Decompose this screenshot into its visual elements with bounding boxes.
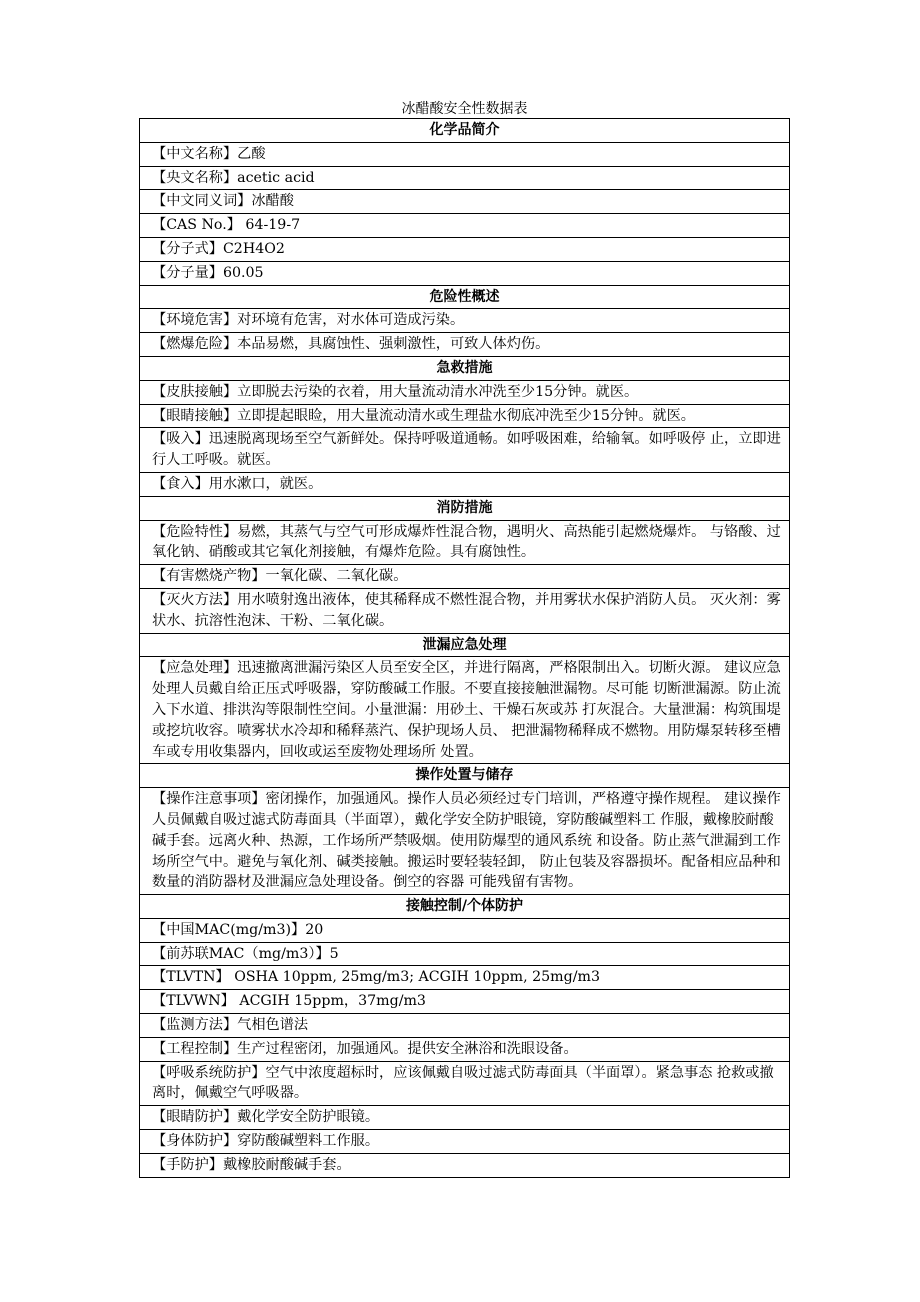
row-synonym: 【中文同义词】冰醋酸	[140, 190, 790, 214]
table-row	[140, 472, 790, 496]
section-header-first-aid	[140, 356, 790, 380]
table-row	[140, 428, 790, 473]
section-heading: 接触控制/个体防护	[140, 895, 790, 919]
row-formula: 【分子式】C2H4O2	[140, 237, 790, 261]
section-header-spill-response	[140, 633, 790, 657]
table-row	[140, 214, 790, 238]
table-row	[140, 565, 790, 589]
row-hazard-characteristics: 【危险特性】易燃，其蒸气与空气可形成爆炸性混合物，遇明火、高热能引起燃烧爆炸。 与铬酸、过氧化钠、硝酸或其它氧化剂接触，有爆炸危险。具有腐蚀性。	[140, 520, 790, 565]
safety-data-table	[139, 118, 790, 1178]
row-explosion-hazard: 【燃爆危险】本品易燃，具腐蚀性、强刺激性，可致人体灼伤。	[140, 333, 790, 357]
row-tlvtn: 【TLVTN】 OSHA 10ppm, 25mg/m3; ACGIH 10ppm, 25mg/m3	[140, 966, 790, 990]
row-english-name: 【央文名称】acetic acid	[140, 166, 790, 190]
table-row	[140, 942, 790, 966]
table-row	[140, 788, 790, 895]
table-row	[140, 309, 790, 333]
row-molecular-weight: 【分子量】60.05	[140, 261, 790, 285]
row-tlvwn: 【TLVWN】 ACGIH 15ppm，37mg/m3	[140, 990, 790, 1014]
row-body-protection: 【身体防护】穿防酸碱塑料工作服。	[140, 1130, 790, 1154]
section-heading: 泄漏应急处理	[140, 633, 790, 657]
row-handling-precautions: 【操作注意事项】密闭操作，加强通风。操作人员必须经过专门培训，严格遵守操作规程。 建议操作人员佩戴自吸过滤式防毒面具（半面罩），戴化学安全防护眼镜，穿防酸碱塑料工 作服，戴橡胶耐酸碱手套。远离火种、热源，工作场所严禁吸烟。使用防爆型的通风系统 和设备。防止蒸气泄漏到工作场所空气中。避免与氧化剂、碱类接触。搬运时要轻装轻卸， 防止包装及容器损坏。配备相应品种和数量的消防器材及泄漏应急处理设备。倒空的容器 可能残留有害物。	[140, 788, 790, 895]
table-row	[140, 142, 790, 166]
table-row	[140, 333, 790, 357]
table-row	[140, 918, 790, 942]
row-extinguishing-method: 【灭火方法】用水喷射逸出液体，使其稀释成不燃性混合物，并用雾状水保护消防人员。 灭火剂：雾状水、抗溶性泡沫、干粉、二氧化碳。	[140, 588, 790, 633]
table-row	[140, 261, 790, 285]
section-header-firefighting	[140, 496, 790, 520]
section-header-handling-storage	[140, 764, 790, 788]
section-header-intro	[140, 119, 790, 143]
table-row	[140, 990, 790, 1014]
row-respiratory-protection: 【呼吸系统防护】空气中浓度超标时，应该佩戴自吸过滤式防毒面具（半面罩）。紧急事态 抢救或撤离时，佩戴空气呼吸器。	[140, 1061, 790, 1106]
section-header-exposure-controls	[140, 895, 790, 919]
table-row	[140, 1014, 790, 1038]
row-ussr-mac: 【前苏联MAC（mg/m3）】5	[140, 942, 790, 966]
document-title: 冰醋酸安全性数据表	[401, 101, 528, 117]
table-row	[140, 588, 790, 633]
row-eye-contact: 【眼睛接触】立即提起眼睑，用大量流动清水或生理盐水彻底冲洗至少15分钟。就医。	[140, 404, 790, 428]
row-inhalation: 【吸入】迅速脱离现场至空气新鲜处。保持呼吸道通畅。如呼吸困难，给输氧。如呼吸停 止，立即进行人工呼吸。就医。	[140, 428, 790, 473]
row-environmental-hazard: 【环境危害】对环境有危害，对水体可造成污染。	[140, 309, 790, 333]
table-row	[140, 657, 790, 764]
table-row	[140, 520, 790, 565]
table-row	[140, 1106, 790, 1130]
row-skin-contact: 【皮肤接触】立即脱去污染的衣着，用大量流动清水冲洗至少15分钟。就医。	[140, 380, 790, 404]
row-china-mac: 【中国MAC(mg/m3)】20	[140, 918, 790, 942]
section-header-hazards	[140, 285, 790, 309]
table-row	[140, 1061, 790, 1106]
table-row	[140, 380, 790, 404]
row-ingestion: 【食入】用水漱口，就医。	[140, 472, 790, 496]
section-heading: 消防措施	[140, 496, 790, 520]
table-row	[140, 1037, 790, 1061]
section-heading: 操作处置与储存	[140, 764, 790, 788]
table-row	[140, 190, 790, 214]
table-row	[140, 1153, 790, 1177]
row-eye-protection: 【眼睛防护】戴化学安全防护眼镜。	[140, 1106, 790, 1130]
row-hand-protection: 【手防护】戴橡胶耐酸碱手套。	[140, 1153, 790, 1177]
row-emergency-handling: 【应急处理】迅速撤离泄漏污染区人员至安全区，并进行隔离，严格限制出入。切断火源。 建议应急处理人员戴自给正压式呼吸器，穿防酸碱工作服。不要直接接触泄漏物。尽可能 切断泄漏源。防止流入下水道、排洪沟等限制性空间。小量泄漏：用砂土、干燥石灰或苏 打灰混合。大量泄漏：构筑围堤或挖坑收容。喷雾状水冷却和稀释蒸汽、保护现场人员、 把泄漏物稀释成不燃物。用防爆泵转移至槽车或专用收集器内，回收或运至废物处理场所 处置。	[140, 657, 790, 764]
row-monitoring-method: 【监测方法】气相色谱法	[140, 1014, 790, 1038]
table-row	[140, 966, 790, 990]
row-chinese-name: 【中文名称】乙酸	[140, 142, 790, 166]
table-row	[140, 237, 790, 261]
section-heading: 化学品简介	[140, 119, 790, 143]
row-engineering-control: 【工程控制】生产过程密闭，加强通风。提供安全淋浴和洗眼设备。	[140, 1037, 790, 1061]
table-row	[140, 166, 790, 190]
row-cas-no: 【CAS No.】 64-19-7	[140, 214, 790, 238]
section-heading: 急救措施	[140, 356, 790, 380]
table-row	[140, 404, 790, 428]
section-heading: 危险性概述	[140, 285, 790, 309]
table-row	[140, 1130, 790, 1154]
row-combustion-products: 【有害燃烧产物】一氧化碳、二氧化碳。	[140, 565, 790, 589]
